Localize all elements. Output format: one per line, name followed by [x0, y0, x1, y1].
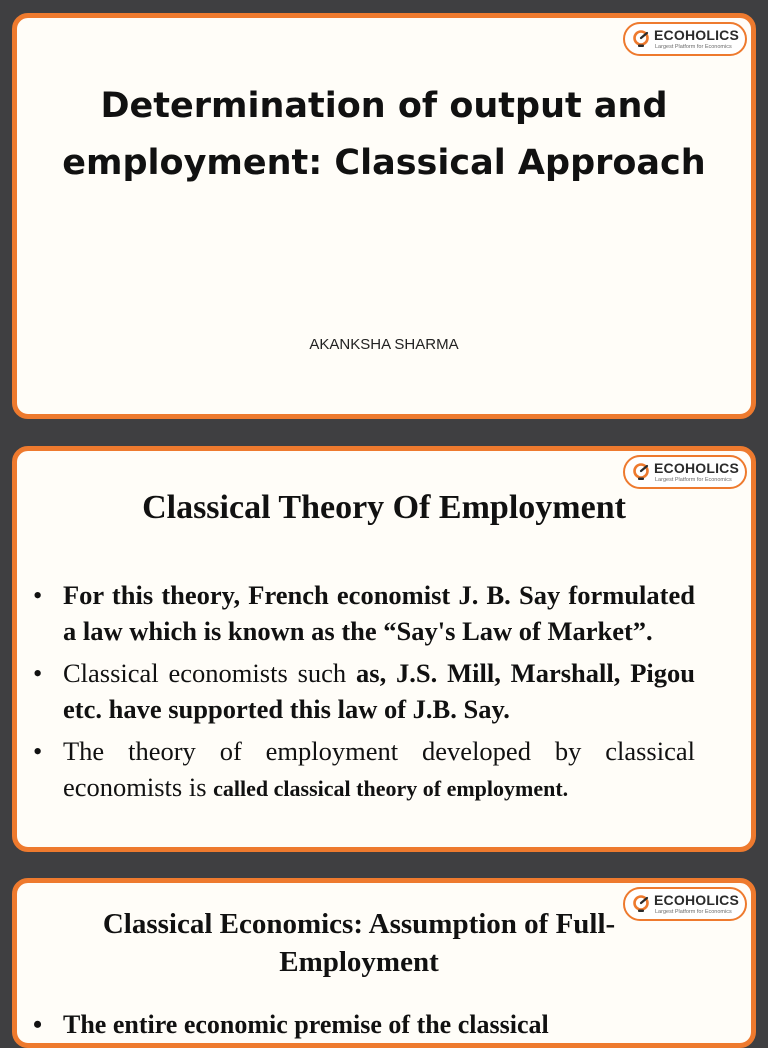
bullet-item: [32, 1007, 695, 1043]
logo-brand: ECOHOLICS: [654, 27, 740, 43]
logo-brand: ECOHOLICS: [654, 892, 740, 908]
ecoholics-logo: [623, 455, 747, 489]
bullet-list: [32, 577, 695, 813]
bullet-dot: •: [33, 1010, 43, 1039]
bullet-item: [32, 655, 695, 727]
logo-brand: ECOHOLICS: [654, 460, 740, 476]
bullet-item: [32, 733, 695, 807]
bullet-text: The entire economic premise of the classical: [63, 1010, 549, 1039]
author-name: AKANKSHA SHARMA: [309, 336, 459, 353]
bullet-item: [32, 577, 695, 649]
bullet-list: [32, 1007, 695, 1048]
slide-title: Determination of output and employment: Classical Approach: [62, 86, 706, 183]
bullet-text: For this theory, French economist J. B. Say formulated a law which is known as the “Say's Law of Market”.: [63, 580, 695, 646]
bullet-dot: •: [33, 580, 43, 610]
logo-tagline: Largest Platform for Economics: [655, 44, 732, 50]
assumption-slide: [12, 878, 756, 1048]
slide-title: Classical Theory Of Employment: [142, 489, 626, 526]
title-slide: [12, 13, 756, 419]
logo-tagline: Largest Platform for Economics: [655, 477, 732, 483]
bullet-dot: •: [33, 736, 43, 766]
lightbulb-icon: [632, 30, 650, 48]
logo-tagline: Largest Platform for Economics: [655, 909, 732, 915]
bullet-text: Classical economists such: [63, 658, 347, 688]
lightbulb-icon: [632, 463, 650, 481]
bullet-text-bold: as, J.S. Mill, Marshall, Pigou etc. have supported this law of J.B. Say.: [63, 658, 695, 724]
slide-title: Classical Economics: Assumption of Full-Employment: [102, 908, 616, 978]
bullet-dot: •: [33, 658, 43, 688]
ecoholics-logo: [623, 22, 747, 56]
bullet-text: The theory of employment developed by classical economists is: [63, 736, 695, 802]
bullet-text-bold: called classical theory of employment.: [213, 776, 569, 801]
theory-slide: [12, 446, 756, 852]
